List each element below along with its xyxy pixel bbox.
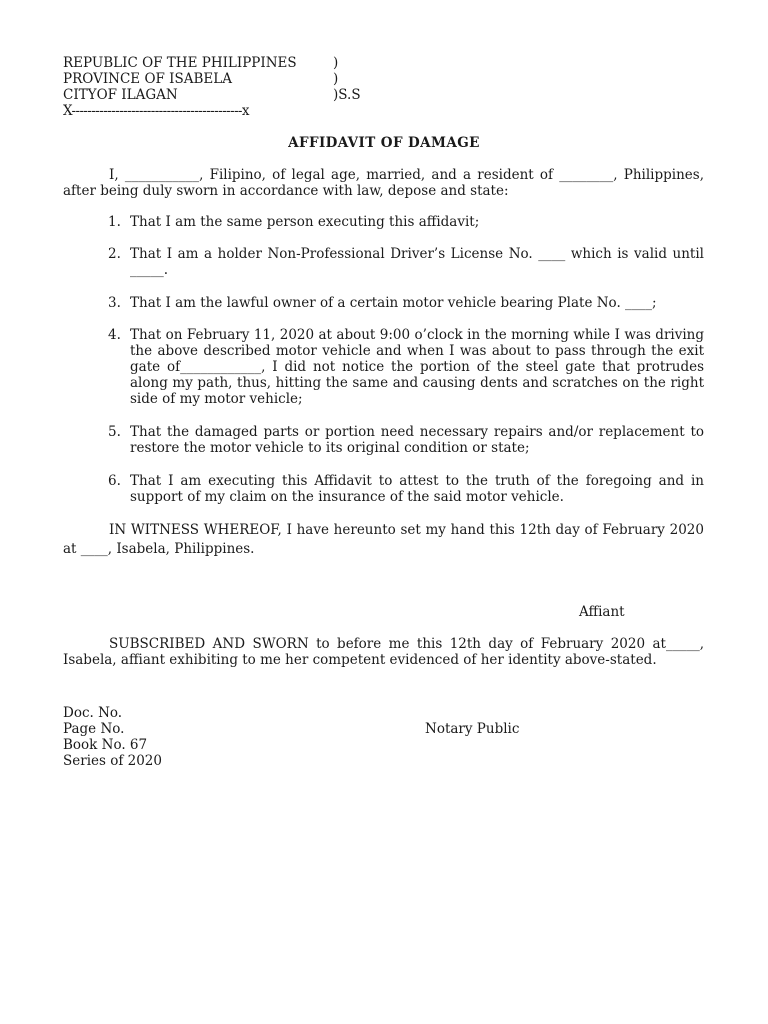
list-item-text: That on February 11, 2020 at about 9:00 o’clock in the morning while I was driving the above described motor vehicle and when I was about to pass through the exit gate of____________, I did not notice the portion of the steel gate that protrudes along my path, thus, hitting the same and causing dents and scratches on the right side of my motor vehicle; — [130, 327, 704, 407]
series-line: Series of 2020 — [63, 753, 162, 769]
doc-no-line: Doc. No. — [63, 705, 123, 721]
list-item-text: That I am a holder Non-Professional Driver’s License No. ____ which is valid until _____. — [130, 246, 704, 278]
caption-line-republic: REPUBLIC OF THE PHILIPPINES — [63, 55, 297, 71]
list-item-number: 1. — [108, 214, 121, 230]
list-item-number: 5. — [108, 424, 121, 440]
list-item-number: 3. — [108, 295, 121, 311]
caption-line-city: CITYOF ILAGAN — [63, 87, 178, 103]
list-item — [108, 295, 704, 311]
list-item-text: That I am executing this Affidavit to attest to the truth of the foregoing and in support of my claim on the insurance of the said motor vehicle. — [130, 473, 704, 505]
witness-paragraph: IN WITNESS WHEREOF, I have hereunto set my hand this 12th day of February 2020 at ____, Isabela, Philippines. — [63, 522, 704, 557]
list-item — [108, 473, 704, 505]
book-no-line: Book No. 67 — [63, 737, 148, 753]
document-title: AFFIDAVIT OF DAMAGE — [288, 135, 480, 151]
list-item-number: 6. — [108, 473, 121, 489]
caption-paren-1: ) — [333, 55, 339, 71]
subscribed-paragraph: SUBSCRIBED AND SWORN to before me this 12th day of February 2020 at_____, Isabela, affiant exhibiting to me her competent evidenced of her identity above-stated. — [63, 636, 704, 668]
list-item — [108, 214, 704, 230]
page-no-line: Page No. — [63, 721, 125, 737]
caption-line-province: PROVINCE OF ISABELA — [63, 71, 232, 87]
list-item — [108, 246, 704, 278]
list-item-text: That the damaged parts or portion need necessary repairs and/or replacement to restore the motor vehicle to its original condition or state; — [130, 424, 704, 456]
caption-x-line: X-------------------------------------------x — [63, 103, 249, 119]
list-item-text: That I am the lawful owner of a certain motor vehicle bearing Plate No. ____; — [130, 295, 657, 311]
list-item — [108, 327, 704, 407]
caption-paren-2: ) — [333, 71, 339, 87]
list-item-text: That I am the same person executing this affidavit; — [130, 214, 480, 230]
list-item — [108, 424, 704, 456]
list-item-number: 2. — [108, 246, 121, 262]
list-item-number: 4. — [108, 327, 121, 343]
intro-paragraph: I, ___________, Filipino, of legal age, married, and a resident of ________, Philippines, after being duly sworn in accordance with law, depose and state: — [63, 167, 704, 199]
affiant-label: Affiant — [579, 604, 625, 620]
caption-paren-ss: )S.S — [333, 87, 361, 103]
notary-public-label: Notary Public — [425, 721, 520, 737]
